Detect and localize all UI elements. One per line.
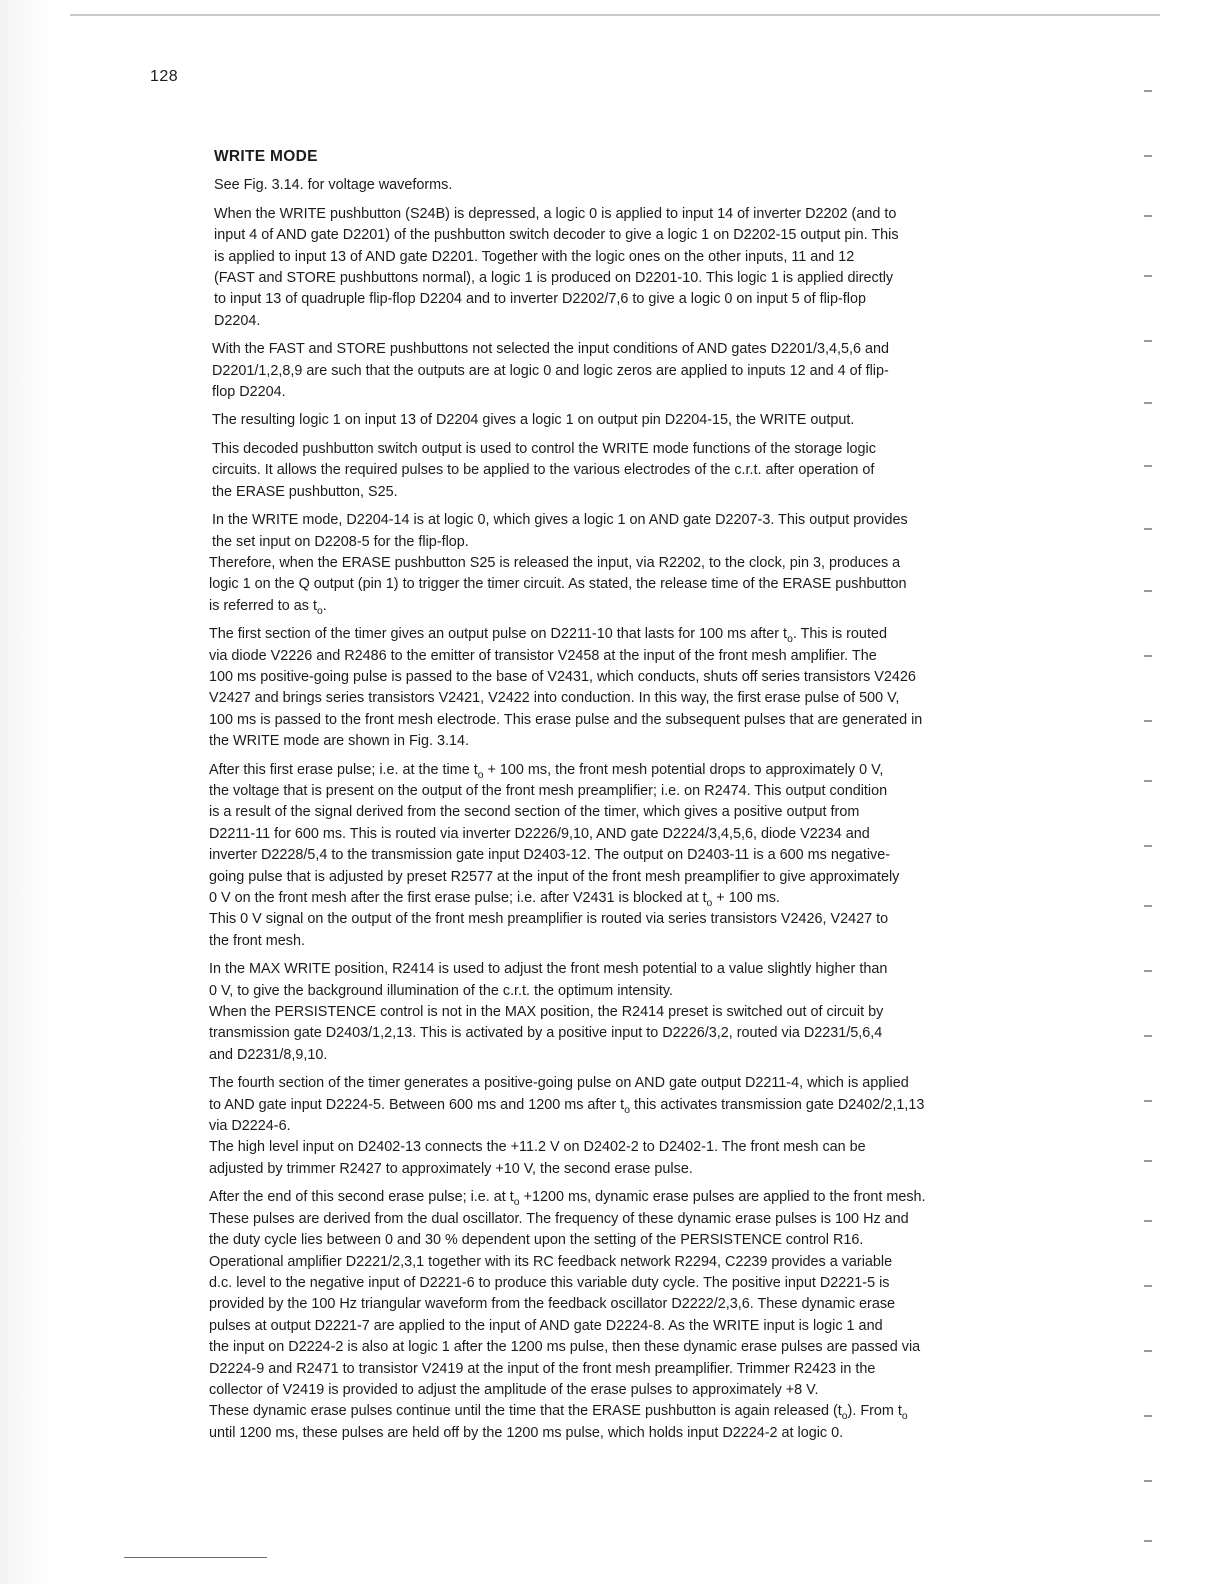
subscript: o bbox=[787, 634, 793, 645]
edge-mark bbox=[1144, 1350, 1152, 1352]
page-number: 128 bbox=[150, 68, 179, 85]
text-line: 0 V, to give the background illumination of the c.r.t. the optimum intensity. bbox=[209, 982, 673, 999]
text-line: This decoded pushbutton switch output is used to control the WRITE mode functions of the storage logic bbox=[212, 440, 876, 457]
page-shadow bbox=[0, 0, 50, 1584]
edge-mark bbox=[1144, 402, 1152, 404]
edge-mark bbox=[1144, 1220, 1152, 1222]
subscript: o bbox=[477, 769, 484, 781]
edge-mark bbox=[1144, 1415, 1152, 1417]
subscript: o bbox=[513, 1197, 520, 1209]
edge-mark bbox=[1144, 1035, 1152, 1037]
text-line: going pulse that is adjusted by preset R2577 at the input of the front mesh preamplifier to give approximately bbox=[209, 868, 900, 885]
text-line: flop D2204. bbox=[212, 384, 286, 401]
edge-mark bbox=[1144, 905, 1152, 907]
text-line: is a result of the signal derived from the second section of the timer, which gives a positive output from bbox=[209, 804, 860, 821]
text-fragment: is referred to as t bbox=[209, 597, 317, 614]
text-fragment: The first section of the timer gives an output pulse on D2211-10 that lasts for 100 ms after t bbox=[209, 626, 788, 643]
text-line: transmission gate D2403/1,2,13. This is activated by a positive input to D2226/3,2, routed via D2231/5,6,4 bbox=[209, 1025, 883, 1042]
text-line: The resulting logic 1 on input 13 of D2204 gives a logic 1 on output pin D2204-15, the WRITE output. bbox=[212, 412, 855, 429]
text-fragment: ). From t bbox=[847, 1403, 902, 1420]
text-line: the voltage that is present on the output of the front mesh preamplifier; i.e. on R2474. This output condition bbox=[209, 782, 888, 799]
text-line bbox=[209, 624, 1037, 645]
edge-mark bbox=[1144, 90, 1152, 92]
subscript: o bbox=[706, 897, 713, 909]
subscript: o bbox=[624, 1104, 630, 1116]
text-line: Therefore, when the ERASE pushbutton S25 is released the input, via R2202, to the clock, pin 3, produces a bbox=[209, 554, 901, 571]
text-line: logic 1 on the Q output (pin 1) to trigger the timer circuit. As stated, the release time of the ERASE pushbutton bbox=[209, 576, 907, 593]
text-line: 100 ms is passed to the front mesh electrode. This erase pulse and the subsequent pulses that are generated in bbox=[209, 711, 923, 728]
text-line: inverter D2228/5,4 to the transmission gate input D2403-12. The output on D2403-11 is a 600 ms negative- bbox=[209, 847, 891, 864]
text-line: When the WRITE pushbutton (S24B) is depressed, a logic 0 is applied to input 14 of inverter D2202 (and to bbox=[214, 205, 897, 222]
text-line: the WRITE mode are shown in Fig. 3.14. bbox=[209, 733, 469, 750]
paragraph bbox=[207, 204, 1037, 332]
text-line: D2211-11 for 600 ms. This is routed via inverter D2226/9,10, AND gate D2224/3,4,5,6, diode V2234 and bbox=[209, 825, 870, 842]
edge-mark bbox=[1144, 590, 1152, 592]
text-line: the input on D2224-2 is also at logic 1 after the 1200 ms pulse, then these dynamic erase pulses are passed via bbox=[209, 1339, 921, 1356]
text-line: This 0 V signal on the output of the front mesh preamplifier is routed via series transistors V2426, V2427 to bbox=[209, 911, 889, 928]
edge-mark bbox=[1144, 780, 1152, 782]
text-line: The high level input on D2402-13 connects the +11.2 V on D2402-2 to D2402-1. The front mesh can be bbox=[209, 1139, 866, 1156]
text-line: adjusted by trimmer R2427 to approximately +10 V, the second erase pulse. bbox=[209, 1160, 693, 1177]
text-line: via D2224-6. bbox=[209, 1118, 291, 1135]
text-line: input 4 of AND gate D2201) of the pushbutton switch decoder to give a logic 1 on D2202-15 output pin. This bbox=[214, 227, 899, 244]
text-fragment: After the end of this second erase pulse; i.e. at t bbox=[209, 1189, 514, 1206]
text-line: to input 13 of quadruple flip-flop D2204 and to inverter D2202/7,6 to give a logic 0 on input 5 of flip-flop bbox=[214, 291, 867, 308]
paragraph bbox=[207, 553, 1037, 617]
text-fragment: +1200 ms, dynamic erase pulses are applied to the front mesh. bbox=[519, 1189, 926, 1206]
subscript: o bbox=[841, 1411, 848, 1423]
edge-mark bbox=[1144, 340, 1152, 342]
paragraph bbox=[207, 1002, 1037, 1066]
text-line: the front mesh. bbox=[209, 932, 305, 949]
text-line: The fourth section of the timer generates a positive-going pulse on AND gate output D2211-4, which is applied bbox=[209, 1075, 909, 1092]
text-line: With the FAST and STORE pushbuttons not selected the input conditions of AND gates D2201/3,4,5,6 and bbox=[212, 341, 890, 358]
paragraph bbox=[207, 410, 1037, 431]
paragraph bbox=[207, 175, 1037, 196]
page-body bbox=[207, 146, 1037, 1451]
text-line bbox=[209, 1095, 1037, 1116]
paragraph bbox=[207, 1187, 1037, 1401]
paragraph bbox=[207, 1401, 1037, 1444]
text-line: V2427 and brings series transistors V2421, V2422 into conduction. In this way, the first erase pulse of 500 V, bbox=[209, 690, 900, 707]
text-line: (FAST and STORE pushbuttons normal), a logic 1 is produced on D2201-10. This logic 1 is applied directly bbox=[214, 270, 894, 287]
text-line bbox=[209, 1187, 1037, 1208]
paragraph bbox=[207, 624, 1037, 752]
text-line: In the WRITE mode, D2204-14 is at logic 0, which gives a logic 1 on AND gate D2207-3. This output provides bbox=[212, 512, 908, 529]
paragraph bbox=[207, 760, 1037, 910]
text-line: the ERASE pushbutton, S25. bbox=[212, 483, 398, 500]
text-line: pulses at output D2221-7 are applied to the input of AND gate D2224-8. As the WRITE input is logic 1 and bbox=[209, 1317, 883, 1334]
text-fragment: to AND gate input D2224-5. Between 600 ms and 1200 ms after t bbox=[209, 1096, 625, 1113]
text-line: until 1200 ms, these pulses are held off by the 1200 ms pulse, which holds input D2224-2 at logic 0. bbox=[209, 1424, 844, 1441]
subscript: o bbox=[316, 605, 323, 617]
text-fragment: These dynamic erase pulses continue until the time that the ERASE pushbutton is again released (t bbox=[209, 1403, 842, 1420]
text-fragment: . bbox=[322, 597, 327, 614]
edge-mark bbox=[1144, 1100, 1152, 1102]
footnote-rule bbox=[124, 1557, 267, 1558]
paragraph bbox=[207, 1073, 1037, 1137]
text-fragment: 0 V on the front mesh after the first erase pulse; i.e. after V2431 is blocked at t bbox=[209, 890, 707, 906]
text-line bbox=[209, 760, 1037, 781]
text-line: the set input on D2208-5 for the flip-flop. bbox=[212, 533, 469, 550]
text-line: D2204. bbox=[214, 312, 261, 329]
text-line: In the MAX WRITE position, R2414 is used to adjust the front mesh potential to a value slightly higher than bbox=[209, 961, 888, 978]
text-line: is applied to input 13 of AND gate D2201. Together with the logic ones on the other inputs, 11 and 12 bbox=[214, 248, 855, 265]
text-line: D2224-9 and R2471 to transistor V2419 at the input of the front mesh preamplifier. Trimmer R2423 in the bbox=[209, 1360, 876, 1377]
text-line: These pulses are derived from the dual oscillator. The frequency of these dynamic erase pulses is 100 Hz and bbox=[209, 1210, 909, 1227]
edge-mark bbox=[1144, 155, 1152, 157]
edge-mark bbox=[1144, 275, 1152, 277]
paragraph bbox=[207, 339, 1037, 403]
text-line: collector of V2419 is provided to adjust the amplitude of the erase pulses to approximately +8 V. bbox=[209, 1381, 819, 1398]
text-fragment: this activates transmission gate D2402/2,1,13 bbox=[629, 1096, 925, 1113]
subscript: o bbox=[901, 1411, 908, 1423]
text-line: via diode V2226 and R2486 to the emitter of transistor V2458 at the input of the front mesh amplifier. The bbox=[209, 647, 877, 664]
edge-mark bbox=[1144, 465, 1152, 467]
edge-mark bbox=[1144, 215, 1152, 217]
paragraph bbox=[207, 1137, 1037, 1180]
text-line: See Fig. 3.14. for voltage waveforms. bbox=[214, 177, 453, 194]
text-line bbox=[209, 888, 1037, 909]
edge-mark bbox=[1144, 655, 1152, 657]
text-line: circuits. It allows the required pulses to be applied to the various electrodes of the c.r.t. after operation of bbox=[212, 462, 875, 479]
edge-mark bbox=[1144, 845, 1152, 847]
right-edge-marks bbox=[1144, 80, 1164, 1550]
text-line: the duty cycle lies between 0 and 30 % dependent upon the setting of the PERSISTENCE control R16. bbox=[209, 1232, 864, 1249]
paragraph bbox=[207, 510, 1037, 553]
text-fragment: . This is routed bbox=[792, 626, 887, 643]
text-line: d.c. level to the negative input of D2221-6 to produce this variable duty cycle. The positive input D2221-5 is bbox=[209, 1274, 890, 1291]
edge-mark bbox=[1144, 1285, 1152, 1287]
text-fragment: + 100 ms, the front mesh potential drops to approximately 0 V, bbox=[483, 761, 884, 778]
text-line: 100 ms positive-going pulse is passed to the base of V2431, which conducts, shuts off series transistors V2426 bbox=[209, 668, 916, 685]
section-heading: WRITE MODE bbox=[214, 148, 318, 165]
text-line: and D2231/8,9,10. bbox=[209, 1046, 328, 1063]
edge-mark bbox=[1144, 720, 1152, 722]
text-fragment: After this first erase pulse; i.e. at the time t bbox=[209, 761, 478, 778]
text-fragment: + 100 ms. bbox=[712, 890, 780, 906]
paragraph bbox=[207, 909, 1037, 952]
text-line: D2201/1,2,8,9 are such that the outputs are at logic 0 and logic zeros are applied to inputs 12 and 4 of flip- bbox=[212, 362, 889, 379]
text-line: When the PERSISTENCE control is not in the MAX position, the R2414 preset is switched out of circuit by bbox=[209, 1004, 884, 1021]
edge-mark bbox=[1144, 1540, 1152, 1542]
edge-mark bbox=[1144, 528, 1152, 530]
text-line bbox=[209, 596, 1037, 617]
text-line: Operational amplifier D2221/2,3,1 together with its RC feedback network R2294, C2239 provides a variable bbox=[209, 1253, 893, 1270]
paragraph bbox=[207, 439, 1037, 503]
text-line bbox=[209, 1401, 1037, 1422]
edge-mark bbox=[1144, 970, 1152, 972]
text-line: provided by the 100 Hz triangular waveform from the feedback oscillator D2222/2,3,6. These dynamic erase bbox=[209, 1296, 896, 1313]
paragraph bbox=[207, 959, 1037, 1002]
edge-mark bbox=[1144, 1480, 1152, 1482]
top-scan-edge bbox=[70, 14, 1160, 16]
edge-mark bbox=[1144, 1160, 1152, 1162]
